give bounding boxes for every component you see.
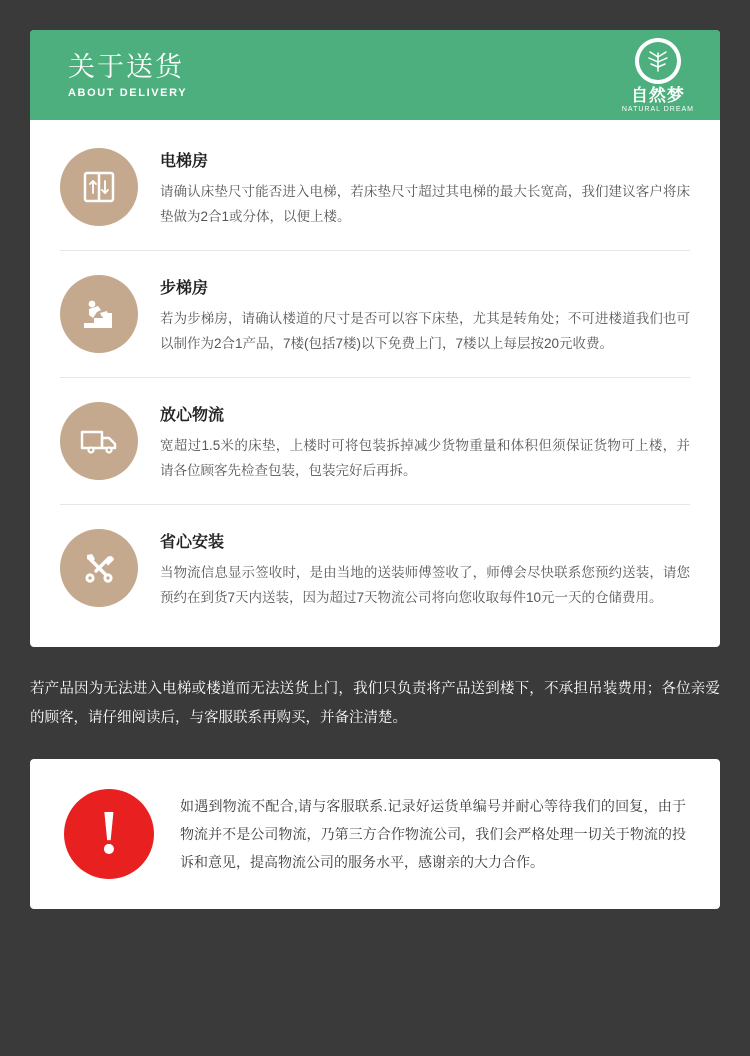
elevator-icon [60, 148, 138, 226]
list-item [60, 251, 690, 378]
item-text: 请确认床垫尺寸能否进入电梯，若床垫尺寸超过其电梯的最大长宽高，我们建议客户将床垫做为2合1或分体，以便上楼。 [160, 184, 690, 224]
tree-logo-icon [635, 38, 681, 84]
truck-icon [60, 402, 138, 480]
item-title: 电梯房 [160, 153, 209, 170]
brand-logo [622, 38, 694, 113]
brand-name-en: NATURAL DREAM [621, 105, 694, 113]
page-subtitle: ABOUT DELIVERY [68, 87, 188, 100]
item-title: 步梯房 [160, 279, 209, 297]
stairs-icon [60, 275, 138, 353]
tools-icon [60, 529, 138, 607]
item-body [160, 527, 690, 611]
item-title: 省心安装 [160, 533, 225, 551]
warning-card [30, 759, 720, 909]
list-item [60, 378, 690, 505]
delivery-disclaimer-note: 若产品因为无法进入电梯或楼道而无法送货上门，我们只负责将产品送到楼下，不承担吊装费用；各位亲爱的顾客，请仔细阅读后，与客服联系再购买，并备注清楚。 [30, 680, 720, 726]
exclamation-mark: ! [98, 799, 120, 868]
warning-text: 如遇到物流不配合,请与客服联系.记录好运货单编号并耐心等待我们的回复，由于物流并不是公司物流，乃第三方合作物流公司，我们会严格处理一切关于物流的投诉和意见，提高物流公司的服务水平，感谢亲的大力合作。 [180, 797, 686, 870]
item-body [160, 273, 690, 357]
delivery-items-list [30, 120, 720, 647]
item-title: 放心物流 [160, 406, 225, 424]
item-body [160, 400, 690, 484]
list-item [60, 124, 690, 251]
brand-name-cn: 自然梦 [630, 85, 685, 105]
item-text: 宽超过1.5米的床垫，上楼时可将包装拆掉减少货物重量和体积但须保证货物可上楼，并请各位顾客先检查包装，包装完好后再拆。 [160, 437, 690, 478]
delivery-card [30, 30, 720, 647]
item-text: 若为步梯房，请确认楼道的尺寸是否可以容下床垫，尤其是转角处；不可进楼道我们也可以制作为2合1产品，7楼(包括7楼)以下免费上门，7楼以上每层按20元收费。 [160, 310, 690, 351]
header-titles [68, 51, 187, 99]
page-header [30, 30, 720, 120]
list-item [60, 505, 690, 631]
item-text: 当物流信息显示签收时，是由当地的送装师傅签收了，师傅会尽快联系您预约送装，请您预约在到货7天内送装，因为超过7天物流公司将向您收取每件10元一天的仓储费用。 [160, 564, 690, 605]
exclamation-circle-icon [64, 789, 154, 879]
page-title: 关于送货 [68, 51, 184, 82]
item-body [160, 146, 690, 230]
